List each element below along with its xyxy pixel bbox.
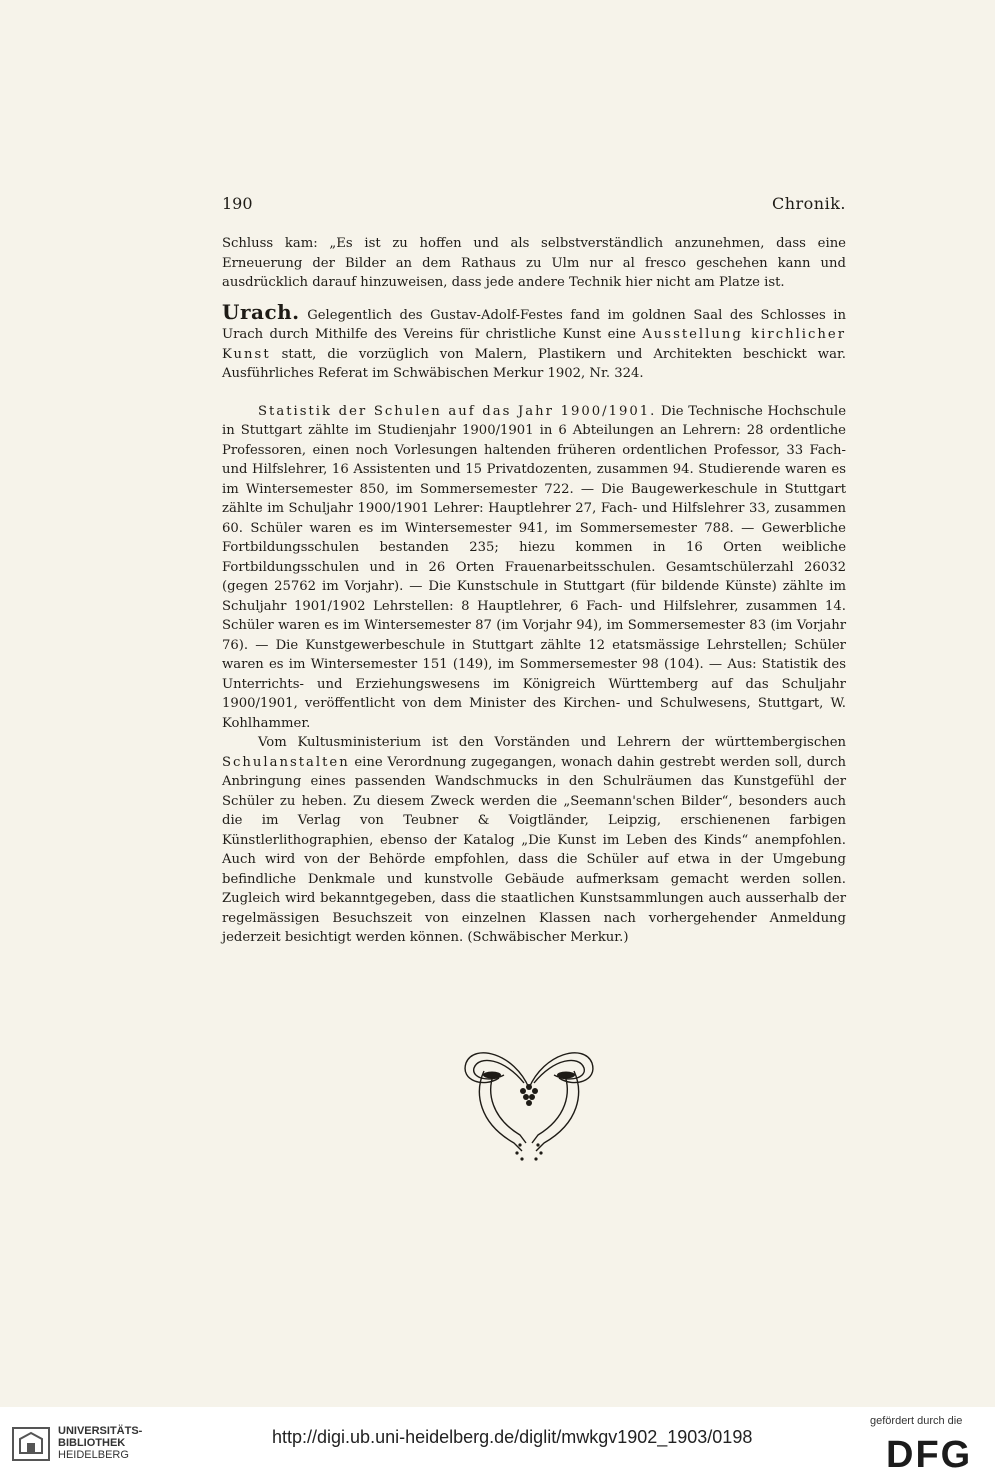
paragraph-urach: [222, 299, 846, 384]
page-number: 190: [222, 194, 253, 213]
urach-spaced-text: Ausstellung kirchlicher Kunst: [222, 327, 846, 362]
art-nouveau-ornament-icon: [454, 1033, 604, 1163]
urach-text-a: Gelegentlich des Gustav-Adolf-Festes fand im goldnen Saal des Schlosses in Urach durch Mithilfe des Vereins für christliche Kunst eine: [222, 307, 846, 342]
statistik-text: Die Technische Hochschule in Stuttgart zählte im Studienjahr 1900/1901 in 6 Abteilungen an Lehrern: 28 ordentliche Professoren, einen noch Vorlesungen haltenden früheren ordentlichen Professor, 33 Fach- und Hilfslehrer, 16 Assistenten und 15 Privatdozenten, zusammen 94. Studierende waren es im Wintersemester 850, im Sommersemester 722. — Die Baugewerkeschule in Stuttgart zählte im Schuljahr 1900/1901 Lehrer: Hauptlehrer 27, Fach- und Hilfslehrer 33, zusammen 60. Schüler waren es im Wintersemester 941, im Sommersemester 788. — Gewerbliche Fortbildungsschulen bestanden 235; hiezu kommen in 16 Orten weibliche Fortbildungsschulen und in 26 Orten Frauenarbeitsschulen. Gesamtschülerzahl 26032 (gegen 25762 im Vorjahr). — Die Kunstschule in Stuttgart (für bildende Künste) zählte im Schuljahr 1901/1902 Lehrstellen: 8 Hauptlehrer, 6 Fach- und Hilfslehrer, zusammen 14. Schüler waren es im Wintersemester 87 (im Vorjahr 94), im Sommersemester 83 (im Vorjahr 76). — Die Kunstgewerbeschule in Stuttgart zählte 12 etatsmässige Lehrstellen; Schüler waren es im Wintersemester 151 (149), im Sommersemester 98 (104). — Aus: Statistik des Unterrichts- und Erziehungswesens im Königreich Württemberg auf das Schuljahr 1900/1901, veröffentlicht von dem Minister des Kirchen- und Schulwesens, Stuttgart, W. Kohlhammer.: [222, 403, 846, 731]
urach-text-b: statt, die vorzüglich von Malern, Plastikern und Architekten beschickt war. Ausführliches Referat im Schwäbischen Merkur 1902, Nr. 324.: [222, 346, 846, 381]
university-seal-icon: [12, 1427, 50, 1461]
paragraph-statistik: [222, 402, 846, 734]
paragraph-kultusministerium: [222, 733, 846, 948]
dfg-logo: DFG: [886, 1434, 973, 1476]
article-body: [222, 234, 846, 948]
kultus-spaced-text: Schulanstalten: [222, 754, 350, 770]
kultus-text-a: Vom Kultusministerium ist den Vorständen und Lehrern der württembergischen: [258, 735, 846, 750]
page-header: [222, 194, 846, 218]
section-title: Chronik.: [771, 194, 846, 213]
library-name-line1: UNIVERSITÄTS-: [58, 1425, 143, 1437]
funded-by-label: gefördert durch die: [870, 1415, 963, 1427]
library-name-line2: BIBLIOTHEK: [58, 1437, 126, 1449]
library-name: [58, 1425, 142, 1461]
library-name-line3: HEIDELBERG: [58, 1449, 129, 1461]
paragraph-intro: Schluss kam: „Es ist zu hoffen und als selbstverständlich anzunehmen, dass eine Erneuerung der Bilder an dem Rathaus zu Ulm nur al fresco geschehen kann und ausdrücklich darauf hinzuweisen, dass jede andere Technik hier nicht am Platze ist.: [222, 236, 846, 290]
viewer-footer: [0, 1407, 995, 1479]
statistik-heading: Statistik der Schulen auf das Jahr 1900/1901.: [258, 403, 657, 419]
permalink-url[interactable]: http://digi.ub.uni-heidelberg.de/diglit/mwkgv1902_1903/0198: [272, 1427, 753, 1447]
urach-heading: Urach.: [222, 299, 300, 324]
kultus-text-b: eine Verordnung zugegangen, wonach dahin gestrebt werden soll, durch Anbringung eines passenden Wandschmucks in den Schulräumen das Kunstgefühl der Schüler zu heben. Zu diesem Zweck werden die „Seemann'schen Bilder“, besonders auch die im Verlag von Teubner & Voigtländer, Leipzig, erschienenen farbigen Künstlerlithographien, ebenso der Katalog „Die Kunst im Leben des Kinds“ anempfohlen. Auch wird von der Behörde empfohlen, dass die Schüler auf etwa in der Umgebung befindliche Denkmale und kunstvolle Gebäude aufmerksam gemacht werden sollen. Zugleich wird bekanntgegeben, dass die staatlichen Kunstsammlungen auch ausserhalb der regelmässigen Besuchszeit von einzelnen Klassen nach vorhergehender Anmeldung jederzeit besichtigt werden können. (Schwäbischer Merkur.): [222, 754, 846, 945]
